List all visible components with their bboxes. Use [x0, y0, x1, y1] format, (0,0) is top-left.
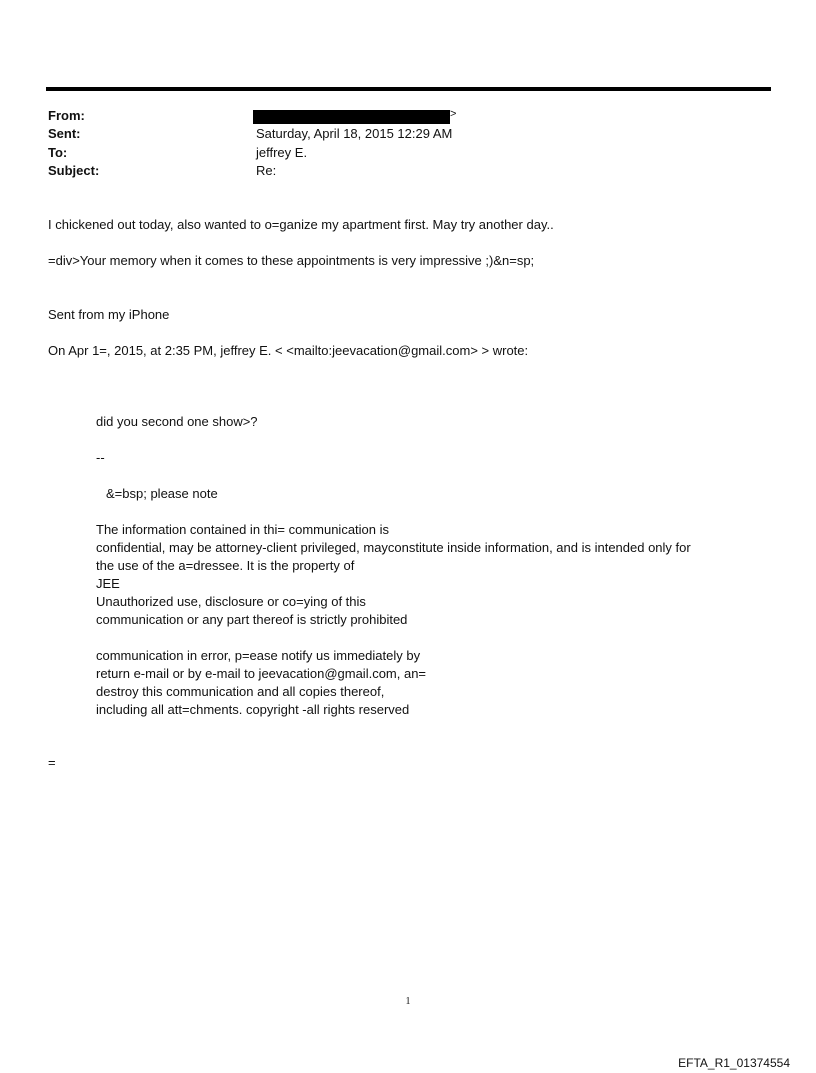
disclaimer-line: communication or any part thereof is strictly prohibited: [96, 612, 408, 627]
subject-label: Subject:: [48, 163, 100, 178]
sent-value: Saturday, April 18, 2015 12:29 AM: [256, 126, 453, 141]
sent-label: Sent:: [48, 126, 81, 141]
disclaimer-line: JEE: [96, 576, 120, 591]
to-value: jeffrey E.: [256, 145, 308, 160]
disclaimer-line: the use of the a=dressee. It is the property of: [96, 558, 355, 573]
disclaimer-line: Unauthorized use, disclosure or co=ying of this: [96, 594, 366, 609]
trailing-equals: =: [48, 755, 56, 770]
from-redaction-box: [253, 110, 450, 124]
quoted-separator: --: [96, 450, 105, 465]
body-line-1: I chickened out today, also wanted to o=ganize my apartment first. May try another day..: [48, 217, 554, 232]
to-label: To:: [48, 145, 68, 160]
subject-value: Re:: [256, 163, 277, 178]
body-line-2: =div>Your memory when it comes to these appointments is very impressive ;)&n=sp;: [48, 253, 535, 268]
quoted-note: &=bsp; please note: [106, 486, 218, 501]
notice-line: including all att=chments. copyright -all rights reserved: [96, 702, 410, 717]
header-rule: [46, 87, 771, 91]
from-label: From:: [48, 108, 85, 123]
notice-line: destroy this communication and all copies thereof,: [96, 684, 385, 699]
notice-line: return e-mail or by e-mail to jeevacation@gmail.com, an=: [96, 666, 427, 681]
quote-intro: On Apr 1=, 2015, at 2:35 PM, jeffrey E. < <mailto:jeevacation@gmail.com> > wrote:: [48, 343, 529, 358]
from-redaction-tail: >: [450, 108, 457, 120]
quoted-question: did you second one show>?: [96, 414, 258, 429]
signature: Sent from my iPhone: [48, 307, 170, 322]
bates-number: EFTA_R1_01374554: [678, 1056, 790, 1070]
page-number: 1: [405, 996, 411, 1007]
notice-line: communication in error, p=ease notify us immediately by: [96, 648, 421, 663]
disclaimer-line: confidential, may be attorney-client privileged, mayconstitute inside information, and is intended only for: [96, 540, 691, 555]
disclaimer-line: The information contained in thi= communication is: [96, 522, 390, 537]
